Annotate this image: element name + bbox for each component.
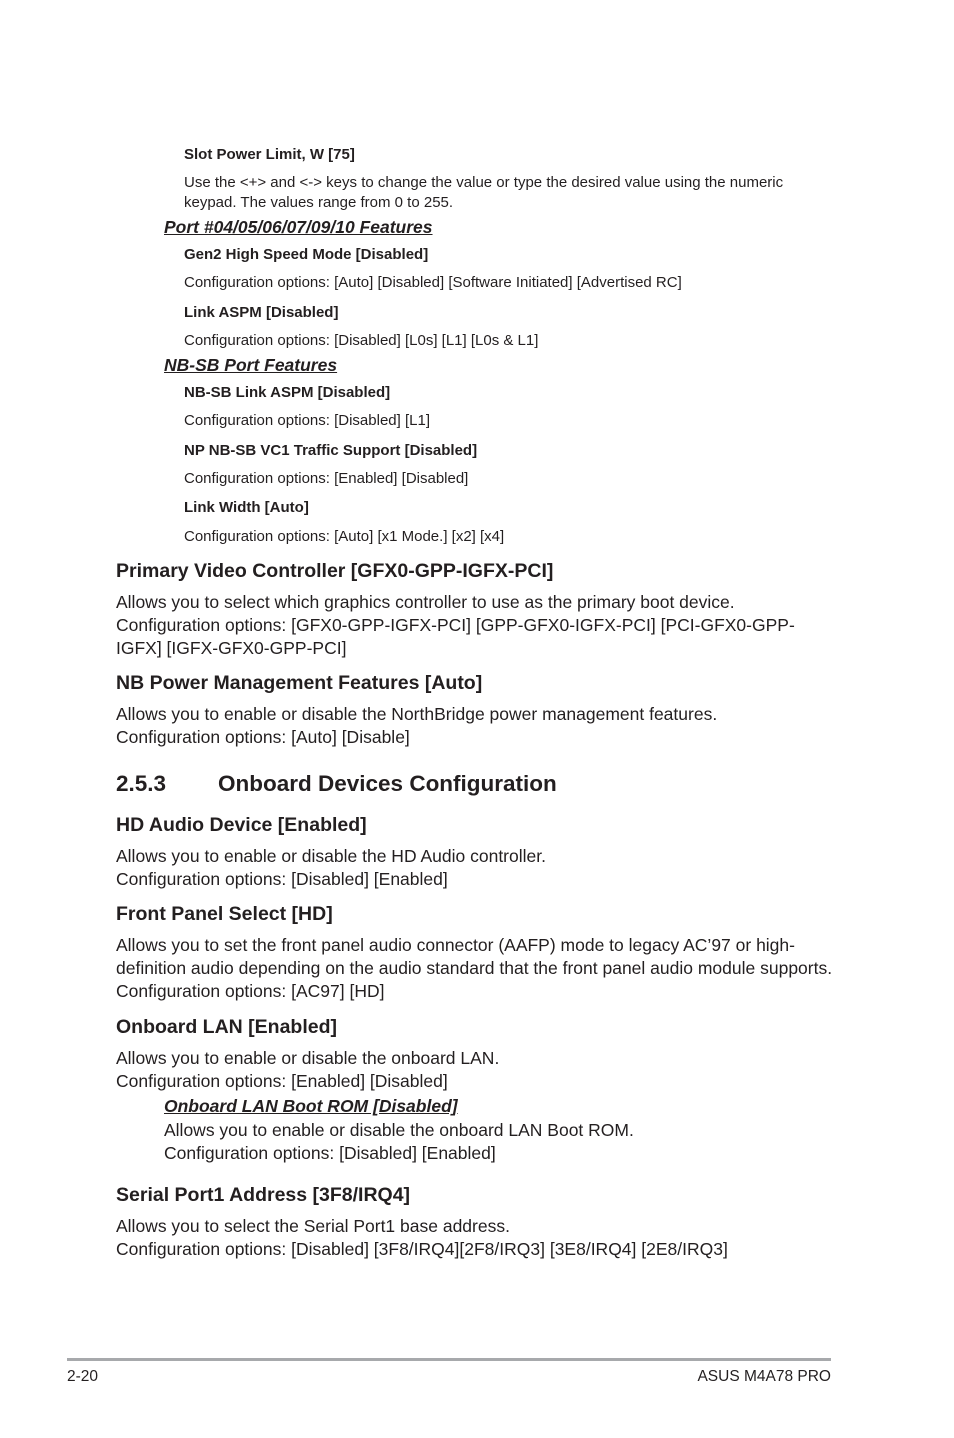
- slot-power-limit-title: Slot Power Limit, W [75]: [184, 146, 355, 163]
- gen2-high-speed-title: Gen2 High Speed Mode [Disabled]: [184, 246, 429, 263]
- page-number: 2-20: [67, 1368, 99, 1385]
- section-number: 2.5.3: [116, 771, 167, 796]
- link-aspm-title: Link ASPM [Disabled]: [184, 304, 339, 321]
- onboard-lan-line1: Allows you to enable or disable the onboard LAN.: [116, 1048, 500, 1068]
- primary-video-line1: Allows you to select which graphics controller to use as the primary boot device.: [116, 592, 735, 612]
- primary-video-title: Primary Video Controller [GFX0-GPP-IGFX-PCI]: [116, 560, 554, 582]
- hd-audio-title: HD Audio Device [Enabled]: [116, 814, 367, 836]
- slot-power-limit-desc-line1: Use the <+> and <-> keys to change the value or type the desired value using the numeric: [184, 174, 784, 191]
- link-width-title: Link Width [Auto]: [184, 499, 309, 516]
- link-aspm-options: Configuration options: [Disabled] [L0s] [L1] [L0s & L1]: [184, 332, 539, 349]
- front-panel-line3: Configuration options: [AC97] [HD]: [116, 981, 385, 1001]
- link-width-options: Configuration options: [Auto] [x1 Mode.] [x2] [x4]: [184, 528, 505, 545]
- vc1-traffic-options: Configuration options: [Enabled] [Disabled]: [184, 470, 469, 487]
- footer-rule: [67, 1358, 831, 1361]
- onboard-lan-title: Onboard LAN [Enabled]: [116, 1016, 337, 1038]
- serial-port-title: Serial Port1 Address [3F8/IRQ4]: [116, 1184, 411, 1206]
- serial-port-line2: Configuration options: [Disabled] [3F8/IRQ4][2F8/IRQ3] [3E8/IRQ4] [2E8/IRQ3]: [116, 1239, 728, 1259]
- nb-power-title: NB Power Management Features [Auto]: [116, 672, 483, 694]
- vc1-traffic-title: NP NB-SB VC1 Traffic Support [Disabled]: [184, 442, 478, 459]
- lan-boot-rom-line2: Configuration options: [Disabled] [Enabled]: [164, 1143, 496, 1163]
- primary-video-line2: Configuration options: [GFX0-GPP-IGFX-PCI] [GPP-GFX0-IGFX-PCI] [PCI-GFX0-GPP-: [116, 615, 795, 635]
- slot-power-limit-desc-line2: keypad. The values range from 0 to 255.: [184, 194, 454, 211]
- hd-audio-line1: Allows you to enable or disable the HD Audio controller.: [116, 846, 546, 866]
- onboard-lan-line2: Configuration options: [Enabled] [Disabled]: [116, 1071, 448, 1091]
- nbsb-link-aspm-title: NB-SB Link ASPM [Disabled]: [184, 384, 391, 401]
- hd-audio-line2: Configuration options: [Disabled] [Enabled]: [116, 869, 448, 889]
- primary-video-line3: IGFX] [IGFX-GFX0-GPP-PCI]: [116, 638, 347, 658]
- lan-boot-rom-heading: Onboard LAN Boot ROM [Disabled]: [164, 1096, 458, 1116]
- nb-power-line2: Configuration options: [Auto] [Disable]: [116, 727, 410, 747]
- product-name: ASUS M4A78 PRO: [697, 1368, 831, 1385]
- serial-port-line1: Allows you to select the Serial Port1 base address.: [116, 1216, 510, 1236]
- lan-boot-rom-line1: Allows you to enable or disable the onboard LAN Boot ROM.: [164, 1120, 634, 1140]
- port-features-heading: Port #04/05/06/07/09/10 Features: [164, 217, 433, 237]
- nb-power-line1: Allows you to enable or disable the NorthBridge power management features.: [116, 704, 718, 724]
- nbsb-link-aspm-options: Configuration options: [Disabled] [L1]: [184, 412, 430, 429]
- front-panel-title: Front Panel Select [HD]: [116, 903, 333, 925]
- section-title: Onboard Devices Configuration: [218, 771, 557, 796]
- gen2-high-speed-options: Configuration options: [Auto] [Disabled] [Software Initiated] [Advertised RC]: [184, 274, 682, 291]
- front-panel-line2: definition audio depending on the audio standard that the front panel audio module supports.: [116, 958, 833, 978]
- nbsb-features-heading: NB-SB Port Features: [164, 355, 338, 375]
- front-panel-line1: Allows you to set the front panel audio connector (AAFP) mode to legacy AC’97 or high-: [116, 935, 795, 955]
